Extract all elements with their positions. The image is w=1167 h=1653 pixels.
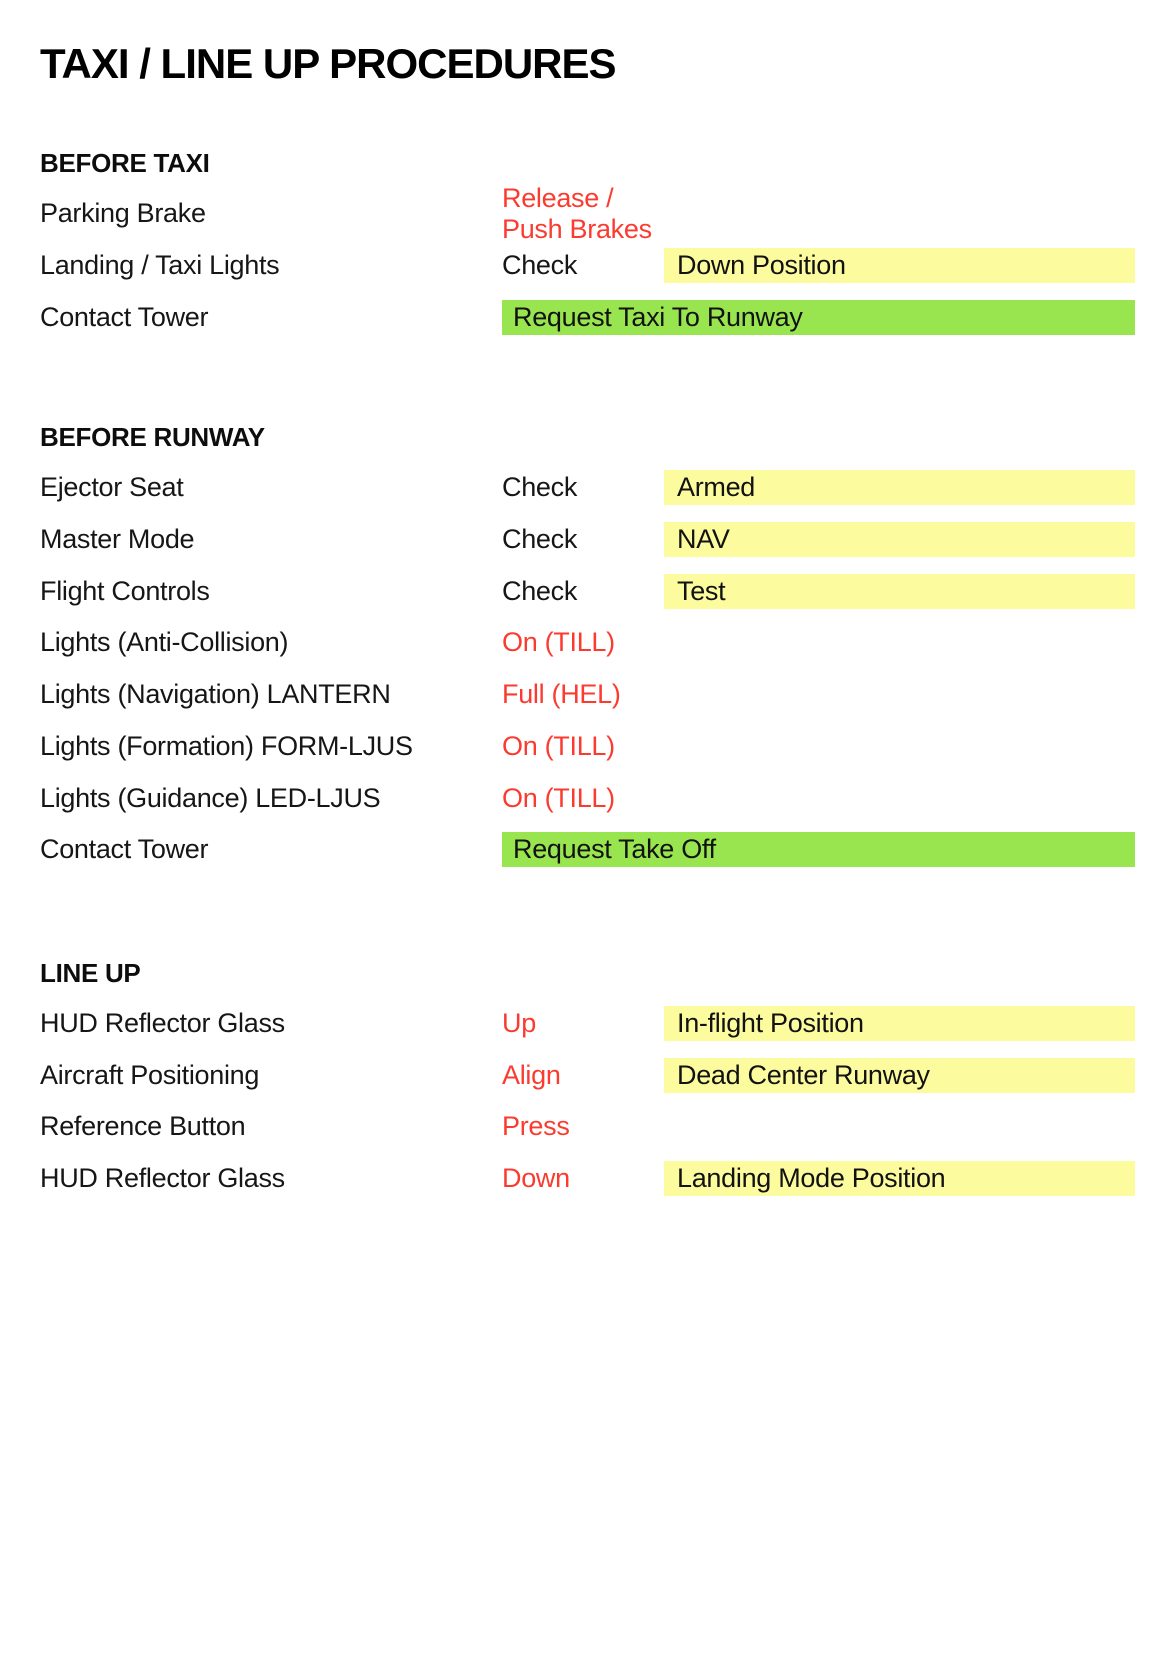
row-label: Landing / Taxi Lights bbox=[40, 250, 280, 281]
row-value-highlight: In-flight Position bbox=[664, 1006, 1135, 1041]
row-action: Release / Push Brakes bbox=[502, 182, 652, 244]
checklist-row bbox=[40, 669, 1135, 721]
row-action: On (TILL) bbox=[502, 627, 615, 658]
row-value-highlight: Down Position bbox=[664, 248, 1135, 283]
row-action: Check bbox=[502, 250, 578, 281]
row-label: Ejector Seat bbox=[40, 472, 184, 503]
section-heading: BEFORE TAXI bbox=[40, 148, 210, 178]
row-label: HUD Reflector Glass bbox=[40, 1007, 285, 1038]
row-label: Reference Button bbox=[40, 1111, 246, 1142]
row-value-highlight: Armed bbox=[664, 470, 1135, 505]
row-action: Up bbox=[502, 1007, 536, 1038]
row-label: Contact Tower bbox=[40, 834, 209, 865]
checklist-row bbox=[40, 617, 1135, 669]
row-value-highlight: Test bbox=[664, 574, 1135, 609]
section-before-runway bbox=[40, 422, 1135, 876]
row-action: On (TILL) bbox=[502, 730, 615, 761]
row-label: Flight Controls bbox=[40, 575, 210, 606]
row-action: On (TILL) bbox=[502, 782, 615, 813]
page-title: TAXI / LINE UP PROCEDURES bbox=[40, 40, 616, 87]
checklist-row bbox=[40, 772, 1135, 824]
row-value-highlight: Dead Center Runway bbox=[664, 1058, 1135, 1093]
row-value-highlight: NAV bbox=[664, 522, 1135, 557]
checklist-page bbox=[40, 40, 1135, 1204]
checklist-row bbox=[40, 998, 1135, 1050]
checklist-row bbox=[40, 240, 1135, 292]
row-action: Check bbox=[502, 472, 578, 503]
row-label: Aircraft Positioning bbox=[40, 1059, 260, 1090]
checklist-row bbox=[40, 721, 1135, 773]
checklist-row bbox=[40, 462, 1135, 514]
checklist-row bbox=[40, 1101, 1135, 1153]
row-label: Contact Tower bbox=[40, 301, 209, 332]
section-before-taxi bbox=[40, 148, 1135, 343]
row-value-highlight: Landing Mode Position bbox=[664, 1161, 1135, 1196]
row-action: Align bbox=[502, 1059, 561, 1090]
row-label: Lights (Guidance) LED-LJUS bbox=[40, 782, 381, 813]
checklist-row bbox=[40, 1153, 1135, 1205]
section-heading: LINE UP bbox=[40, 957, 141, 988]
row-action: Down bbox=[502, 1162, 570, 1193]
row-label: Lights (Anti-Collision) bbox=[40, 627, 289, 658]
checklist-row bbox=[40, 1049, 1135, 1101]
checklist-row bbox=[40, 824, 1135, 876]
section-line-up bbox=[40, 958, 1135, 1205]
checklist-row bbox=[40, 514, 1135, 566]
section-heading: BEFORE RUNWAY bbox=[40, 422, 265, 453]
row-label: Lights (Formation) FORM-LJUS bbox=[40, 730, 413, 761]
row-action: Full (HEL) bbox=[502, 679, 621, 710]
checklist-row bbox=[40, 291, 1135, 343]
row-action: Check bbox=[502, 575, 578, 606]
row-action: Press bbox=[502, 1111, 570, 1142]
row-label: Lights (Navigation) LANTERN bbox=[40, 679, 391, 710]
row-action: Check bbox=[502, 524, 578, 555]
row-value-highlight: Request Taxi To Runway bbox=[502, 300, 1135, 335]
row-label: HUD Reflector Glass bbox=[40, 1162, 285, 1193]
row-label: Parking Brake bbox=[40, 198, 206, 229]
sections-container bbox=[40, 148, 1135, 1204]
checklist-row bbox=[40, 182, 1135, 244]
row-value-highlight: Request Take Off bbox=[502, 832, 1135, 867]
row-label: Master Mode bbox=[40, 524, 195, 555]
checklist-row bbox=[40, 565, 1135, 617]
